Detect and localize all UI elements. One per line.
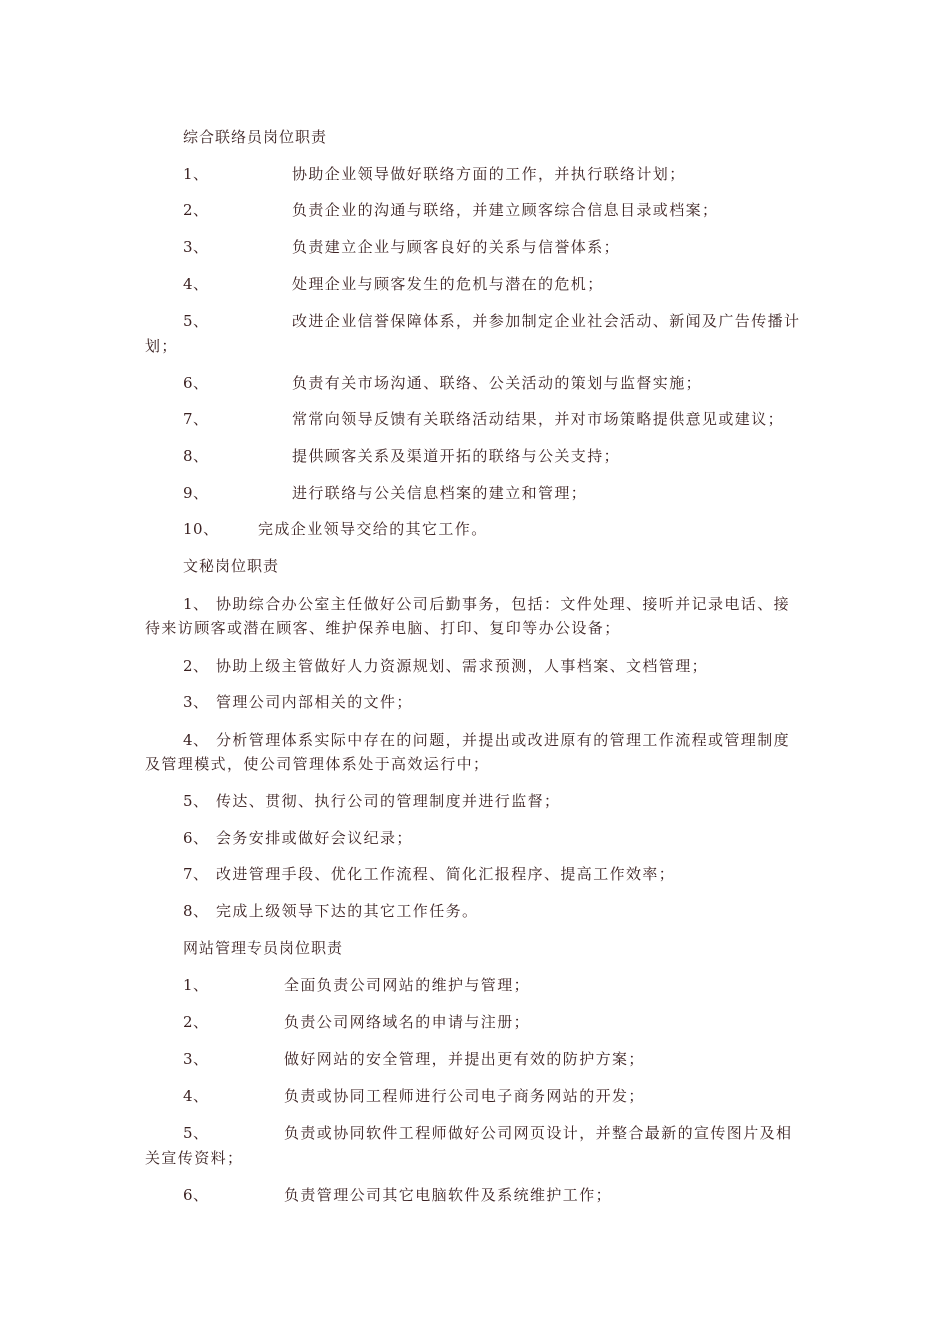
item-text: 管理公司内部相关的文件； <box>216 693 413 711</box>
item-number: 6、 <box>183 829 209 847</box>
item-number: 1、 <box>183 976 209 994</box>
section-title: 网站管理专员岗位职责 <box>183 939 344 957</box>
item-number: 2、 <box>183 201 209 219</box>
item-text: 负责建立企业与顾客良好的关系与信誉体系； <box>292 238 621 256</box>
item-text: 协助综合办公室主任做好公司后勤事务，包括：文件处理、接听并记录电话、接 <box>216 595 791 613</box>
item-text: 处理企业与顾客发生的危机与潜在的危机； <box>292 275 604 293</box>
item-number: 6、 <box>183 374 209 392</box>
item-number: 1、 <box>183 595 209 613</box>
item-text: 负责或协同软件工程师做好公司网页设计，并整合最新的宣传图片及相 <box>284 1124 793 1142</box>
item-continuation: 及管理模式，使公司管理体系处于高效运行中； <box>145 755 490 773</box>
item-number: 2、 <box>183 657 209 675</box>
item-text: 全面负责公司网站的维护与管理； <box>284 976 531 994</box>
item-number: 3、 <box>183 238 209 256</box>
item-number: 8、 <box>183 447 209 465</box>
item-text: 会务安排或做好会议纪录； <box>216 829 413 847</box>
item-number: 5、 <box>183 792 209 810</box>
item-text: 改进管理手段、优化工作流程、简化汇报程序、提高工作效率； <box>216 865 676 883</box>
item-number: 4、 <box>183 275 209 293</box>
item-text: 完成上级领导下达的其它工作任务。 <box>216 902 479 920</box>
item-text: 负责公司网络域名的申请与注册； <box>284 1013 531 1031</box>
item-text: 负责或协同工程师进行公司电子商务网站的开发； <box>284 1087 645 1105</box>
item-text: 负责有关市场沟通、联络、公关活动的策划与监督实施； <box>292 374 703 392</box>
item-number: 2、 <box>183 1013 209 1031</box>
item-text: 传达、贯彻、执行公司的管理制度并进行监督； <box>216 792 561 810</box>
item-continuation: 关宣传资料； <box>145 1149 244 1167</box>
item-text: 提供顾客关系及渠道开拓的联络与公关支持； <box>292 447 621 465</box>
item-number: 3、 <box>183 1050 209 1068</box>
item-number: 10、 <box>183 520 219 538</box>
item-text: 协助企业领导做好联络方面的工作，并执行联络计划； <box>292 165 686 183</box>
item-number: 4、 <box>183 731 209 749</box>
item-continuation: 待来访顾客或潜在顾客、维护保养电脑、打印、复印等办公设备； <box>145 619 621 637</box>
item-number: 3、 <box>183 693 209 711</box>
item-number: 8、 <box>183 902 209 920</box>
item-number: 5、 <box>183 312 209 330</box>
item-number: 6、 <box>183 1186 209 1204</box>
item-text: 负责管理公司其它电脑软件及系统维护工作； <box>284 1186 613 1204</box>
item-number: 5、 <box>183 1124 209 1142</box>
section-title: 文秘岗位职责 <box>183 557 280 575</box>
item-number: 9、 <box>183 484 209 502</box>
item-text: 常常向领导反馈有关联络活动结果，并对市场策略提供意见或建议； <box>292 410 785 428</box>
item-text: 进行联络与公关信息档案的建立和管理； <box>292 484 588 502</box>
item-continuation: 划； <box>145 337 178 355</box>
item-text: 完成企业领导交给的其它工作。 <box>258 520 488 538</box>
item-number: 7、 <box>183 865 209 883</box>
item-text: 做好网站的安全管理，并提出更有效的防护方案； <box>284 1050 645 1068</box>
item-number: 1、 <box>183 165 209 183</box>
section-title: 综合联络员岗位职责 <box>183 128 328 146</box>
item-number: 7、 <box>183 410 209 428</box>
item-number: 4、 <box>183 1087 209 1105</box>
item-text: 分析管理体系实际中存在的问题，并提出或改进原有的管理工作流程或管理制度 <box>216 731 791 749</box>
item-text: 改进企业信誉保障体系，并参加制定企业社会活动、新闻及广告传播计 <box>292 312 801 330</box>
item-text: 负责企业的沟通与联络，并建立顾客综合信息目录或档案； <box>292 201 719 219</box>
item-text: 协助上级主管做好人力资源规划、需求预测，人事档案、文档管理； <box>216 657 709 675</box>
